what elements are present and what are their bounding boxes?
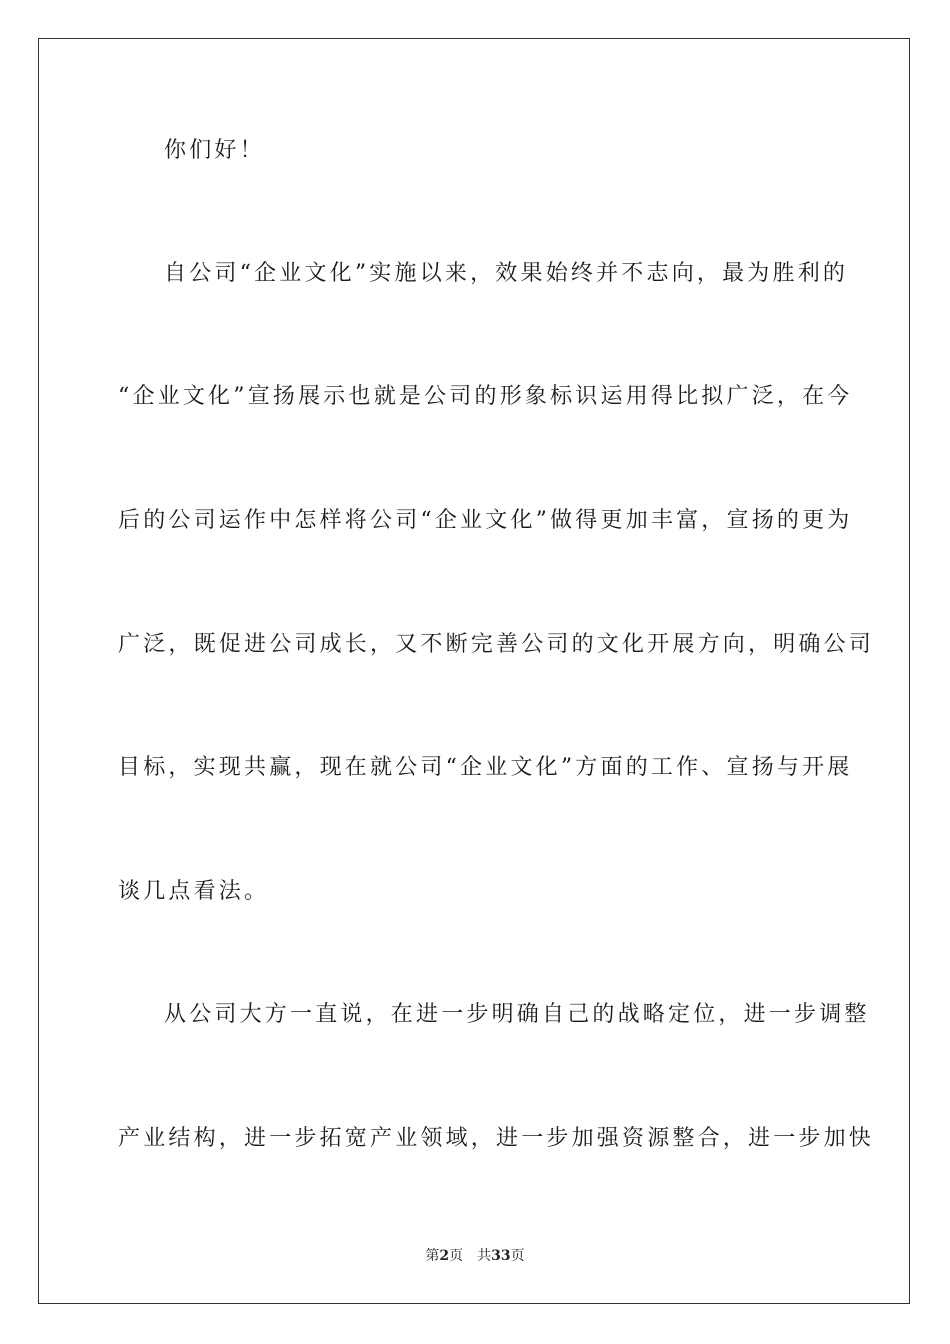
page-border [38, 38, 910, 1304]
page-footer [0, 1247, 950, 1265]
total-prefix: 共 [477, 1248, 492, 1264]
total-unit: 页 [510, 1248, 525, 1264]
paragraph-1-line-6: 谈几点看法。 [118, 879, 270, 904]
paragraph-1-line-4: 广泛，既促进公司成长，又不断完善公司的文化开展方向，明确公司 [118, 632, 875, 657]
total-pages: 33 [491, 1248, 511, 1264]
paragraph-2-line-1: 从公司大方一直说，在进一步明确自己的战略定位，进一步调整 [164, 1002, 870, 1027]
paragraph-2-line-2: 产业结构，进一步拓宽产业领域，进一步加强资源整合，进一步加快 [118, 1126, 875, 1151]
paragraph-1-line-5: 目标，实现共赢，现在就公司“企业文化”方面的工作、宣扬与开展 [118, 755, 853, 780]
page-prefix: 第 [425, 1248, 440, 1264]
greeting-line: 你们好！ [164, 138, 265, 163]
paragraph-1-line-3: 后的公司运作中怎样将公司“企业文化”做得更加丰富，宣扬的更为 [118, 508, 853, 533]
paragraph-1-line-2: “企业文化”宣扬展示也就是公司的形象标识运用得比拟广泛，在今 [118, 384, 853, 409]
page-number: 2 [439, 1248, 450, 1264]
page-unit: 页 [449, 1248, 464, 1264]
paragraph-1-line-1: 自公司“企业文化”实施以来，效果始终并不志向，最为胜利的 [164, 261, 849, 286]
